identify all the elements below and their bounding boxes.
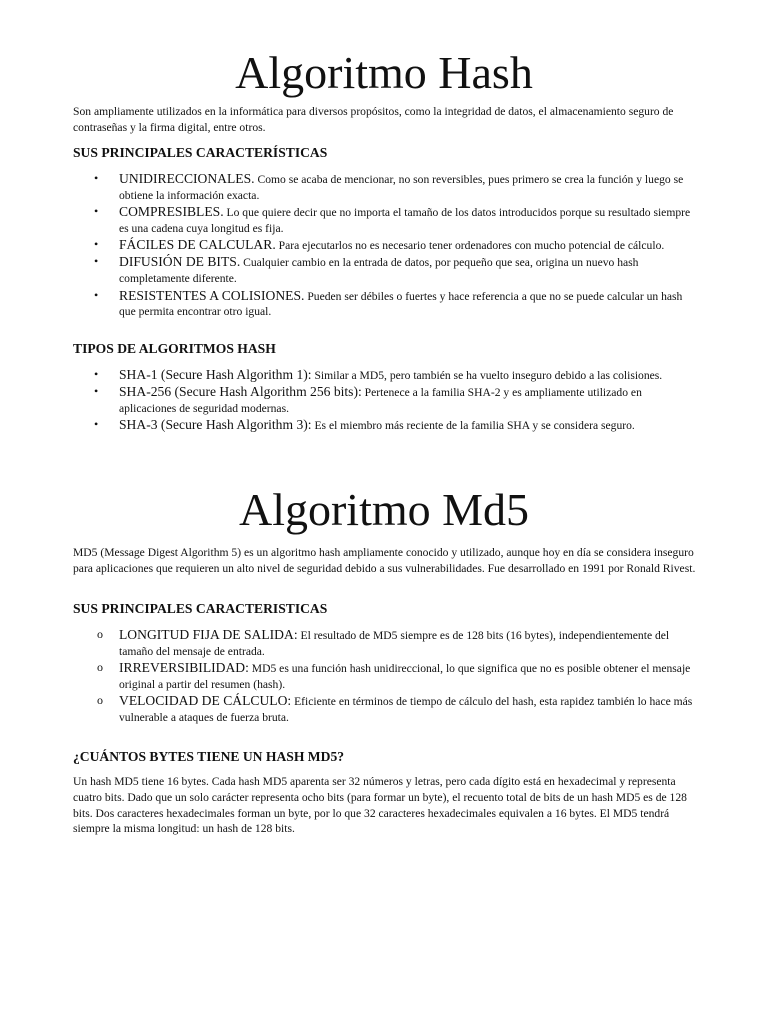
feature-lead: VELOCIDAD DE CÁLCULO: <box>119 693 292 709</box>
intro-paragraph-hash: Son ampliamente utilizados en la informática para diversos propósitos, como la integridad de datos, el almacenamiento seguro de contraseñas y la firma digital, entre otros. <box>73 105 674 134</box>
list-item <box>0 254 699 287</box>
page-title-md5: Algoritmo Md5 <box>238 484 530 535</box>
bullet-icon <box>94 171 98 187</box>
feature-text: Para ejecutarlos no es necesario tener ordenadores con mucho potencial de cálculo. <box>275 239 665 253</box>
features-heading-md5: SUS PRINCIPALES CARACTERISTICAS <box>73 601 328 616</box>
intro-paragraph-md5: MD5 (Message Digest Algorithm 5) es un algoritmo hash ampliamente conocido y utilizado, aunque hoy en día se considera inseguro para aplicaciones que requieren un alto nivel de seguridad debido a sus vulnerabilidades. Fue desarrollado en 1991 por Ronald Rivest. <box>73 546 696 575</box>
type-lead: SHA-1 (Secure Hash Algorithm 1): <box>119 367 312 382</box>
list-item <box>0 384 699 417</box>
feature-text: Lo que quiere decir que no importa el tamaño de los datos introducidos porque su resultado siempre es una cadena cuya longitud es fija. <box>119 206 691 235</box>
feature-text: MD5 es una función hash unidireccional, lo que significa que no es posible obtener el mensaje original a partir del resumen (hash). <box>119 662 691 691</box>
bullet-icon <box>94 204 98 220</box>
type-text: Similar a MD5, pero también se ha vuelto inseguro debido a las colisiones. <box>311 369 663 382</box>
list-item <box>0 693 699 726</box>
list-item <box>0 660 699 693</box>
bullet-icon <box>94 417 98 433</box>
type-lead: SHA-3 (Secure Hash Algorithm 3): <box>119 417 312 433</box>
list-item <box>0 204 699 237</box>
feature-lead: COMPRESIBLES. <box>119 204 224 220</box>
features-list-md5 <box>0 627 768 726</box>
type-lead: SHA-256 (Secure Hash Algorithm 256 bits): <box>119 384 362 400</box>
feature-text: Cualquier cambio en la entrada de datos, por pequeño que sea, origina un nuevo hash completamente diferente. <box>119 256 639 286</box>
list-item <box>0 237 699 254</box>
feature-lead: DIFUSIÓN DE BITS. <box>119 254 241 270</box>
bullet-icon: o <box>97 693 103 708</box>
feature-text: Eficiente en términos de tiempo de cálculo del hash, esta rapidez también lo hace más vulnerable a ataques de fuerza bruta. <box>119 695 693 724</box>
bullet-icon <box>94 384 98 400</box>
feature-lead: LONGITUD FIJA DE SALIDA: <box>119 627 298 642</box>
bytes-paragraph: Un hash MD5 tiene 16 bytes. Cada hash MD5 aparenta ser 32 números y letras, pero cada dígito está en hexadecimal y representa cuatro bits. Dado que un solo carácter representa ocho bits (para formar un byte), el recuento total de bits de un hash MD5 es de 128 bits. Dos caracteres hexadecimales forman un byte, por lo que 32 caracteres hexadecimales equivalen a 16 bytes. El MD5 tendrá siempre la misma longitud: un hash de 128 bits. <box>73 775 687 836</box>
bullet-icon <box>94 237 98 253</box>
types-heading: TIPOS DE ALGORITMOS HASH <box>73 341 276 356</box>
list-item <box>0 627 699 660</box>
features-list-hash <box>0 171 768 320</box>
feature-lead: RESISTENTES A COLISIONES. <box>119 287 305 303</box>
bullet-icon <box>94 367 98 383</box>
feature-text: Como se acaba de mencionar, no son reversibles, pues primero se crea la función y luego se obtiene la información exacta. <box>119 173 684 202</box>
feature-text: El resultado de MD5 siempre es de 128 bits (16 bytes), independientemente del tamaño del mensaje de entrada. <box>119 629 670 658</box>
feature-lead: FÁCILES DE CALCULAR. <box>119 237 276 253</box>
features-heading-hash: SUS PRINCIPALES CARACTERÍSTICAS <box>73 145 328 160</box>
list-item <box>0 367 699 384</box>
page-title-hash: Algoritmo Hash <box>235 47 533 98</box>
bytes-heading: ¿CUÁNTOS BYTES TIENE UN HASH MD5? <box>73 749 345 764</box>
list-item <box>0 171 699 204</box>
list-item <box>0 288 699 321</box>
type-text: Pertenece a la familia SHA-2 y es ampliamente utilizado en aplicaciones de seguridad modernas. <box>119 386 642 416</box>
feature-text: Pueden ser débiles o fuertes y hace referencia a que no se puede calcular un hash que permita encontrar otro igual. <box>119 289 683 319</box>
types-list <box>0 367 768 434</box>
list-item <box>0 417 699 434</box>
feature-lead: UNIDIRECCIONALES. <box>119 171 255 186</box>
bullet-icon: o <box>97 627 103 641</box>
feature-lead: IRREVERSIBILIDAD: <box>119 660 249 676</box>
bullet-icon: o <box>97 660 103 675</box>
bullet-icon <box>94 288 98 304</box>
bullet-icon <box>94 254 98 270</box>
type-text: Es el miembro más reciente de la familia SHA y se considera seguro. <box>311 419 635 433</box>
